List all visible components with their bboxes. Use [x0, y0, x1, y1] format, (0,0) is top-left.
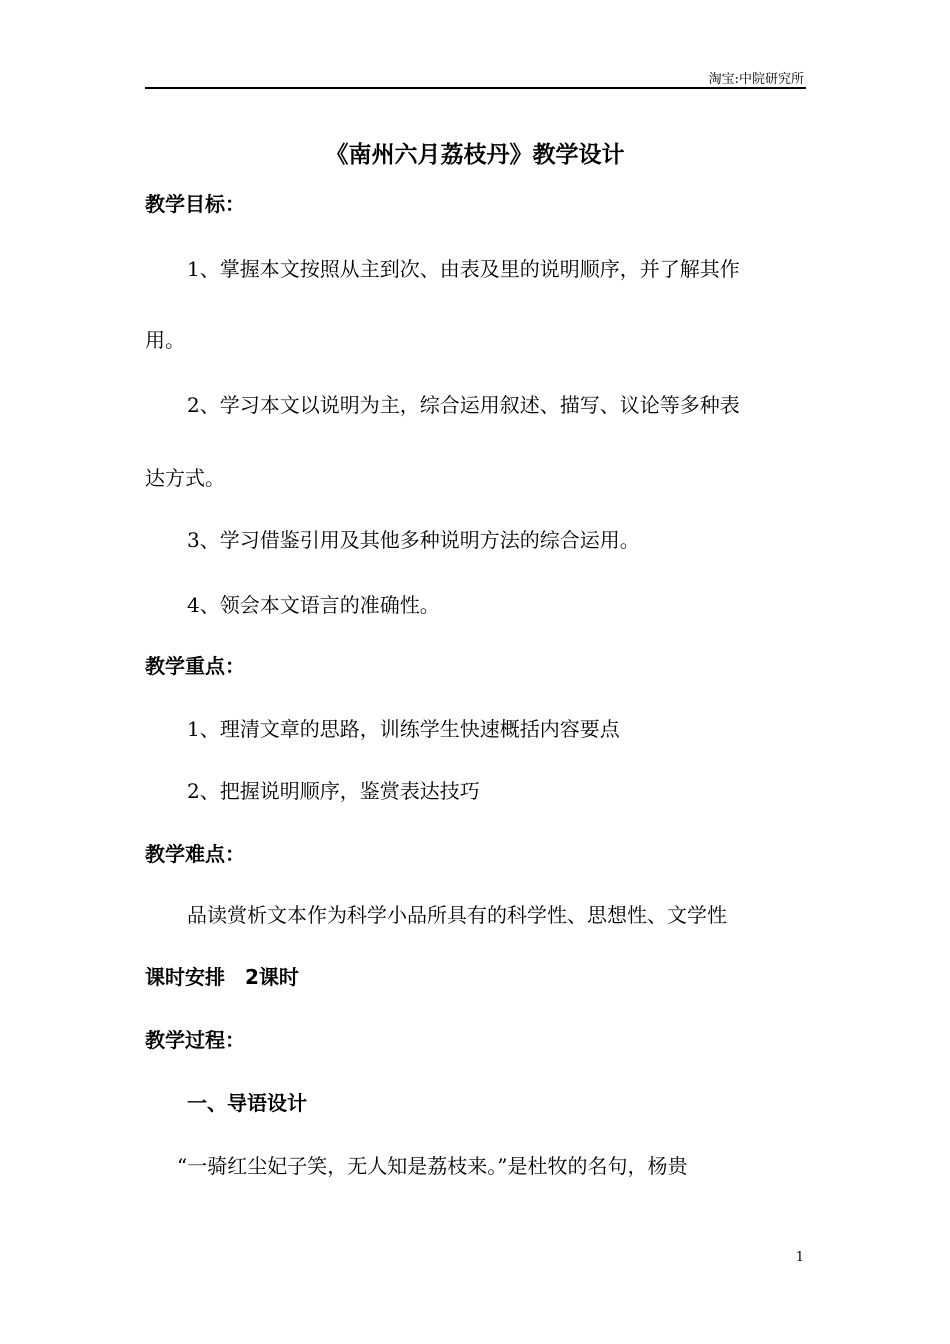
section-1-heading: 一、导语设计: [187, 1091, 307, 1115]
intro-paragraph-line-1: “一骑红尘妃子笑，无人知是荔枝来。”是杜牧的名句，杨贵: [177, 1154, 688, 1178]
page-number: 1: [795, 1250, 804, 1265]
objectives-heading: 教学目标：: [145, 192, 245, 216]
objective-2-line-2: 达方式。: [145, 466, 225, 490]
process-heading: 教学过程：: [145, 1028, 245, 1052]
objective-3: 3、学习借鉴引用及其他多种说明方法的综合运用。: [187, 528, 640, 552]
document-title: 《南州六月荔枝丹》教学设计: [325, 142, 625, 168]
key-point-2: 2、把握说明顺序，鉴赏表达技巧: [187, 779, 480, 803]
header-divider: [145, 87, 806, 89]
objective-1-line-1: 1、掌握本文按照从主到次、由表及里的说明顺序，并了解其作: [187, 257, 740, 281]
difficulty-heading: 教学难点：: [145, 842, 245, 866]
difficulty-text: 品读赏析文本作为科学小品所具有的科学性、思想性、文学性: [187, 903, 727, 927]
objective-4: 4、领会本文语言的准确性。: [187, 593, 440, 617]
key-point-1: 1、理清文章的思路，训练学生快速概括内容要点: [187, 717, 620, 741]
schedule-text: 课时安排 2课时: [145, 965, 299, 989]
objective-1-line-2: 用。: [145, 328, 185, 352]
key-points-heading: 教学重点：: [145, 654, 245, 678]
header-text: 淘宝:中院研究所: [708, 72, 804, 87]
objective-2-line-1: 2、学习本文以说明为主，综合运用叙述、描写、议论等多种表: [187, 393, 740, 417]
